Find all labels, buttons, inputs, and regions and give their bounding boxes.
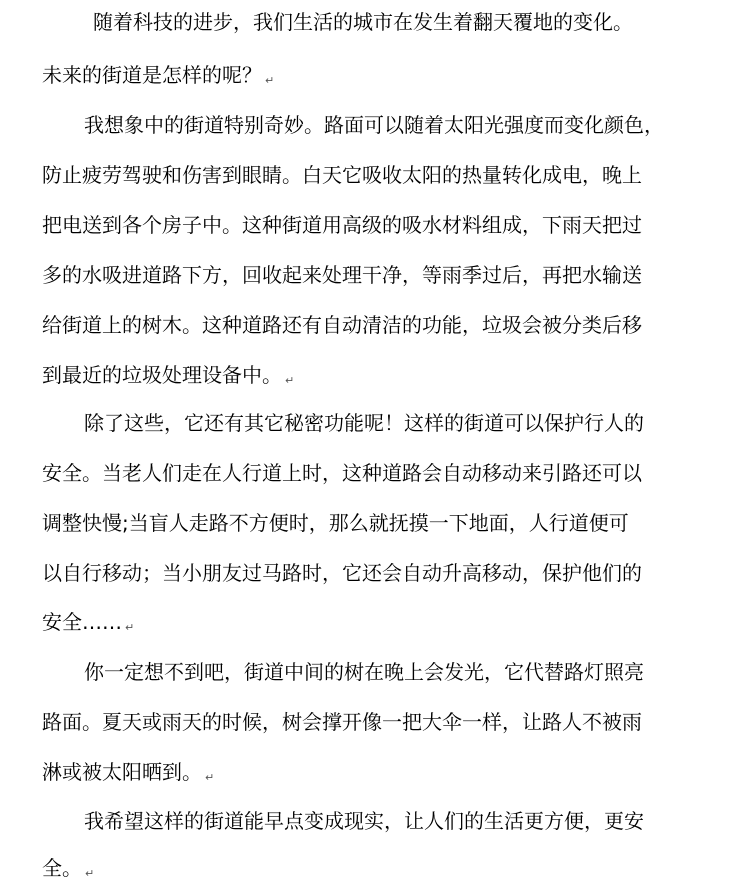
paragraph-mark-icon: ↵ bbox=[285, 374, 295, 387]
text-line: 把电送到各个房子中。这种街道用高级的吸水材料组成，下雨天把过 bbox=[42, 213, 642, 237]
text-line: 到最近的垃圾处理设备中。 ↵ bbox=[42, 363, 295, 387]
paragraph-mark-icon: ↵ bbox=[205, 771, 215, 784]
text-line: 给街道上的树木。这种道路还有自动清洁的功能，垃圾会被分类后移 bbox=[42, 313, 642, 337]
text-line: 我想象中的街道特别奇妙。路面可以随着太阳光强度而变化颜色， bbox=[84, 113, 664, 137]
text-line: 全。 ↵ bbox=[42, 856, 95, 880]
text-line: 安全。当老人们走在人行道上时，这种道路会自动移动来引路还可以 bbox=[42, 461, 642, 485]
text-line: 我希望这样的街道能早点变成现实，让人们的生活更方便，更安 bbox=[84, 809, 644, 833]
text-line: 随着科技的进步，我们生活的城市在发生着翻天覆地的变化。 bbox=[93, 10, 633, 34]
text-line: 淋或被太阳晒到。 ↵ bbox=[42, 760, 215, 784]
text-line: 除了这些，它还有其它秘密功能呢！这样的街道可以保护行人的 bbox=[84, 411, 644, 435]
text-line: 以自行移动；当小朋友过马路时，它还会自动升高移动，保护他们的 bbox=[42, 561, 642, 585]
text-line: 你一定想不到吧，街道中间的树在晚上会发光，它代替路灯照亮 bbox=[84, 660, 644, 684]
text-line: 防止疲劳驾驶和伤害到眼睛。白天它吸收太阳的热量转化成电，晚上 bbox=[42, 163, 642, 187]
text-line: 未来的街道是怎样的呢？ ↵ bbox=[42, 63, 275, 87]
paragraph-mark-icon: ↵ bbox=[85, 867, 95, 880]
text-line: 调整快慢;当盲人走路不方便时，那么就抚摸一下地面，人行道便可 bbox=[42, 511, 629, 535]
text-line: 安全…… ↵ bbox=[42, 610, 135, 634]
paragraph-mark-icon: ↵ bbox=[125, 621, 135, 634]
text-line: 多的水吸进道路下方，回收起来处理干净，等雨季过后，再把水输送 bbox=[42, 263, 642, 287]
text-line: 路面。夏天或雨天的时候，树会撑开像一把大伞一样，让路人不被雨 bbox=[42, 710, 642, 734]
paragraph-mark-icon: ↵ bbox=[265, 74, 275, 87]
